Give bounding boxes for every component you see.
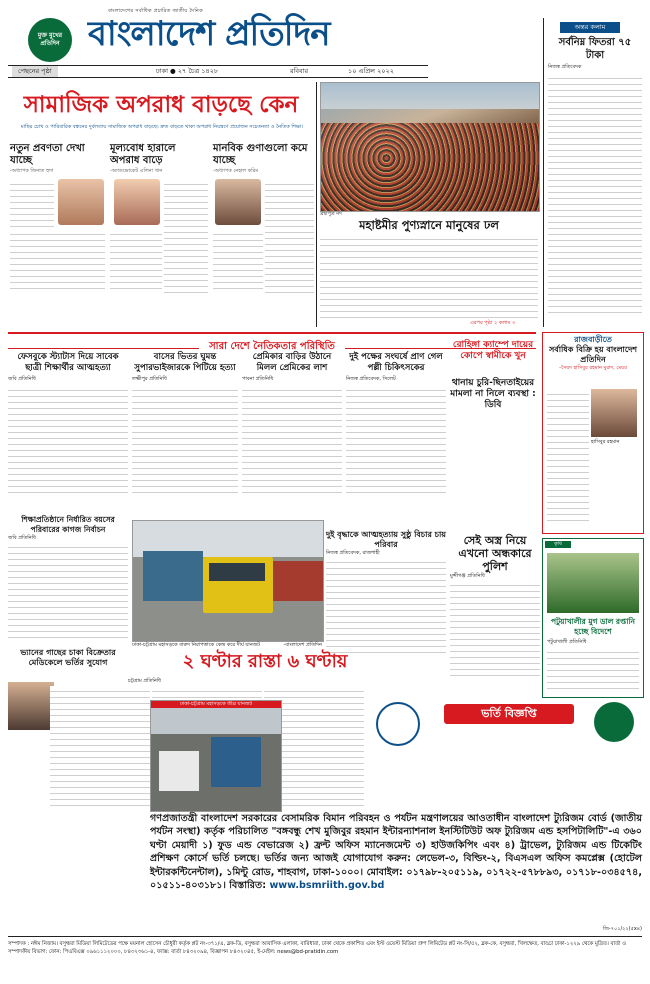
mung-field-photo	[547, 553, 639, 613]
lead-column-3: মানবিক গুণাগুলো কমে যাচ্ছে -অধ্যাপক নেহাল করিম	[213, 143, 314, 293]
date-strip	[8, 65, 428, 78]
weekday: রবিবার	[290, 67, 309, 75]
family-story: দুই বৃদ্ধাকে আত্মহত্যায় সুষ্ঠু বিচার চায় পরিবার নিজস্ব প্রতিবেদক, রাজশাহী	[326, 530, 446, 657]
masthead-logo: বাংলাদেশ প্রতিদিন	[88, 14, 330, 54]
opinion-reporter: নিজস্ব প্রতিবেদক	[548, 64, 582, 70]
ad-code: জি-৭০১/২২(৫x৪)	[603, 926, 642, 932]
portrait-zinat-huda	[58, 179, 104, 225]
issue-date: ১০ এপ্রিল ২০২২	[348, 67, 394, 75]
theft-headline: থানায় চুরি-ছিনতাইয়ের মামলা না নিলে ব্যবস্থা : ডিবি	[450, 378, 536, 410]
brief-lover: প্রেমিকার বাড়ির উঠানে মিলল প্রেমিকের লাশ পাবনা প্রতিনিধি	[242, 352, 342, 512]
truck-photo	[132, 520, 324, 642]
krishi-box: কৃষি পটুয়াখালীর মুগ ডাল রপ্তানি হচ্ছে বিদেশে পটুয়াখালী প্রতিনিধি	[542, 538, 644, 698]
photo-story-continued: এরপর পৃষ্ঠা ২ কলাম ৩	[470, 320, 516, 326]
photo-caption-label: ব্রহ্মপুত্র নদ	[320, 211, 342, 217]
holy-bath-photo	[320, 82, 540, 212]
ad-title: ভর্তি বিজ্ঞপ্তি	[444, 704, 574, 724]
lead-headline: সামাজিক অপরাধ বাড়ছে কেন	[23, 92, 299, 118]
rajbari-box: রাজবাড়ীতে সর্বাধিক বিক্রি হয় বাংলাদেশ প্রতিদিন -সৈয়দ হাসিবুর রহমান মুরাদ, মেয়র হাসিবুর রহমান	[542, 332, 644, 534]
lead-column-1: নতুন প্রবণতা দেখা যাচ্ছে -অধ্যাপক জিনাত হুদা	[10, 143, 105, 293]
ad-logo	[376, 702, 420, 746]
page-label: পেছনের পৃষ্ঠা	[12, 66, 58, 77]
opinion-title: সর্বনিম্ন ফিতরা ৭৫ টাকা	[558, 37, 632, 61]
portrait-nehal-karim	[215, 179, 261, 225]
dateline: ঢাকা ● ২৭ চৈত্র ১৪২৮	[156, 67, 219, 75]
tree-story: ভ্যানের গাছের চাকা বিক্রেতার মেডিকেলে ভর্তির সুযোগ	[8, 648, 128, 668]
portrait-elina-khan	[114, 179, 160, 225]
traffic-byline: চট্টগ্রাম প্রতিনিধি	[128, 678, 161, 684]
opinion-tag: অন্তর কলাম	[560, 22, 620, 33]
photo-story-headline: মহাষ্টমীর পুণ্যস্নানে মানুষের ঢল	[359, 218, 499, 232]
masthead-badge: মুক্ত মুখের প্রতিদিন	[28, 18, 72, 62]
traffic-headline: ২ ঘণ্টার রাস্তা ৬ ঘণ্টায়	[182, 651, 348, 672]
section-bar: সারা দেশে নৈতিকতার পরিস্থিতি	[8, 332, 536, 349]
truck-caption: ঢাকা-চট্টগ্রাম মহাসড়কে বারুদ নিরাপত্তাকে কেন্দ্র করে দীর্ঘ যানজট -বাংলাদেশ প্রতিদিন	[132, 642, 322, 648]
ad-url[interactable]: www.bsmriith.gov.bd	[269, 880, 385, 892]
rajbari-portrait	[591, 389, 637, 437]
school-story: শিক্ষাপ্রতিষ্ঠানে নির্ধারিত বয়সের পরিবারের কাগজ নির্বাচন জবি প্রতিনিধি	[8, 515, 128, 642]
student-portrait	[8, 682, 54, 730]
masthead-tagline: বাংলাদেশের সর্বাধিক প্রচারিত জাতীয় দৈনিক	[108, 8, 203, 14]
ad-emblem	[594, 702, 634, 742]
brief-supervisor: বাসের ভিতর ঘুমন্ত সুপারভাইজারকে পিটিয়ে হত্যা লক্ষ্মীপুর প্রতিনিধি	[132, 352, 238, 512]
lead-column-2: মূল্যবোধ হারালে অপরাধ বাড়ে -অ্যাডভোকেট এলিনা খান	[110, 143, 208, 293]
brief-clash: দুই পক্ষের সংঘর্ষে প্রাণ গেল পল্লী চিকিৎসকের নিজস্ব প্রতিবেদক, সিলেট	[346, 352, 446, 512]
ad-body: গণপ্রজাতন্ত্রী বাংলাদেশ সরকারের বেসামরিক বিমান পরিবহন ও পর্যটন মন্ত্রণালয়ের আওতাধীন বাংলাদেশ ট্যুরিজম বোর্ড (জাতীয় পর্যটন সংস্থা) কর্তৃক পরিচালিত "বঙ্গবন্ধু শেখ মুজিবুর রহমান ইন্টারন্যাশনাল ইনস্টিটিউট অফ ট্যুরিজম এন্ড হসপিটালিটি"-এ ৩৬০ ঘণ্টা মেয়াদী ১) ফুড এন্ড বেভারেজ ২) ফ্রন্ট অফিস ম্যানেজমেন্ট ৩) হাউজকিপিং এবং ৪) ট্রাভেল, ট্যুরিজম এন্ড টিকেটিং প্রশিক্ষণ কোর্সে ভর্তি চলছে। ভর্তির জন্য আজই যোগাযোগ করুন: লেভেল-৩, বিল্ডিং-২, বিএসএল অফিস কমপ্লেক্স (হোটেল ইন্টারকন্টিনেন্টাল), ১মিন্টু রোড, শাহবাগ, ঢাকা-১০০০। মোবাইল: ০১৭৯৮-২০৫১১৯, ০১৭২২-৫৭৮৮৯৩, ০১৭১৮-০৩৪৫৭৪, ০১৫১১-৪০৩১৮১। বিস্তারিত: www.bsmriith.gov.bd	[150, 813, 642, 892]
masthead	[8, 6, 642, 62]
rohingya-story: রোহিঙ্গা ক্যাম্পে দায়ের কোপে স্বামীকে খুন	[452, 340, 534, 361]
admission-ad	[372, 702, 642, 726]
traffic-photo: ঢাকা-চট্টগ্রাম মহাসড়কে তীব্র যানজট	[150, 700, 282, 812]
brief-facebook: ফেসবুকে স্ট্যাটাস দিয়ে সাবেক ছাত্রী শিক্ষার্থীর আত্মহত্যা জবি প্রতিনিধি	[8, 352, 128, 512]
lead-intro: মাছির চোখ ও পারিবারিক বন্ধনের দুর্বলতায় সামাজিক অপরাধ বাড়ছে। দ্রুত বাড়তে থাকা অপরাধ নিয়ন্ত্রণে প্রয়োজন সচেতনতা ও নৈতিক শিক্ষা।	[20, 124, 304, 130]
police-story: সেই অস্ত্র নিয়ে এখনো অন্ধকারে পুলিশ মুন্সীগঞ্জ প্রতিনিধি	[450, 534, 540, 676]
footer-imprint: সম্পাদক : নঈম নিজাম। বসুন্ধরা মিডিয়া লিমিটেডের পক্ষে ময়নাল হোসেন চৌধুরী কর্তৃক প্লট নং-৩৭১/এ, ব্লক-ডি, বসুন্ধরা আবাসিক এলাকা, বারিধারা, ঢাকা থেকে প্রকাশিত এবং ইস্ট ওয়েস্ট মিডিয়া গ্রুপ লিমিটেড প্লট নং-সি/৫২, ব্লক-কে, বসুন্ধরা, খিলক্ষেত, বাড্ডা ঢাকা-১২২৯ থেকে মুদ্রিত। বার্তা ও সম্পাদকীয় বিভাগ: ফোন: পিএবিএক্স ০৯৬১১১২০০০, ৮৪৩২৩৬১-৪, ফ্যাক্স: বার্তা ৮৪৩২০৯৪, বিজ্ঞাপন ৮৪৩২০৪৫, ই-মেইল: news@bd-pratidin.com	[8, 941, 627, 955]
